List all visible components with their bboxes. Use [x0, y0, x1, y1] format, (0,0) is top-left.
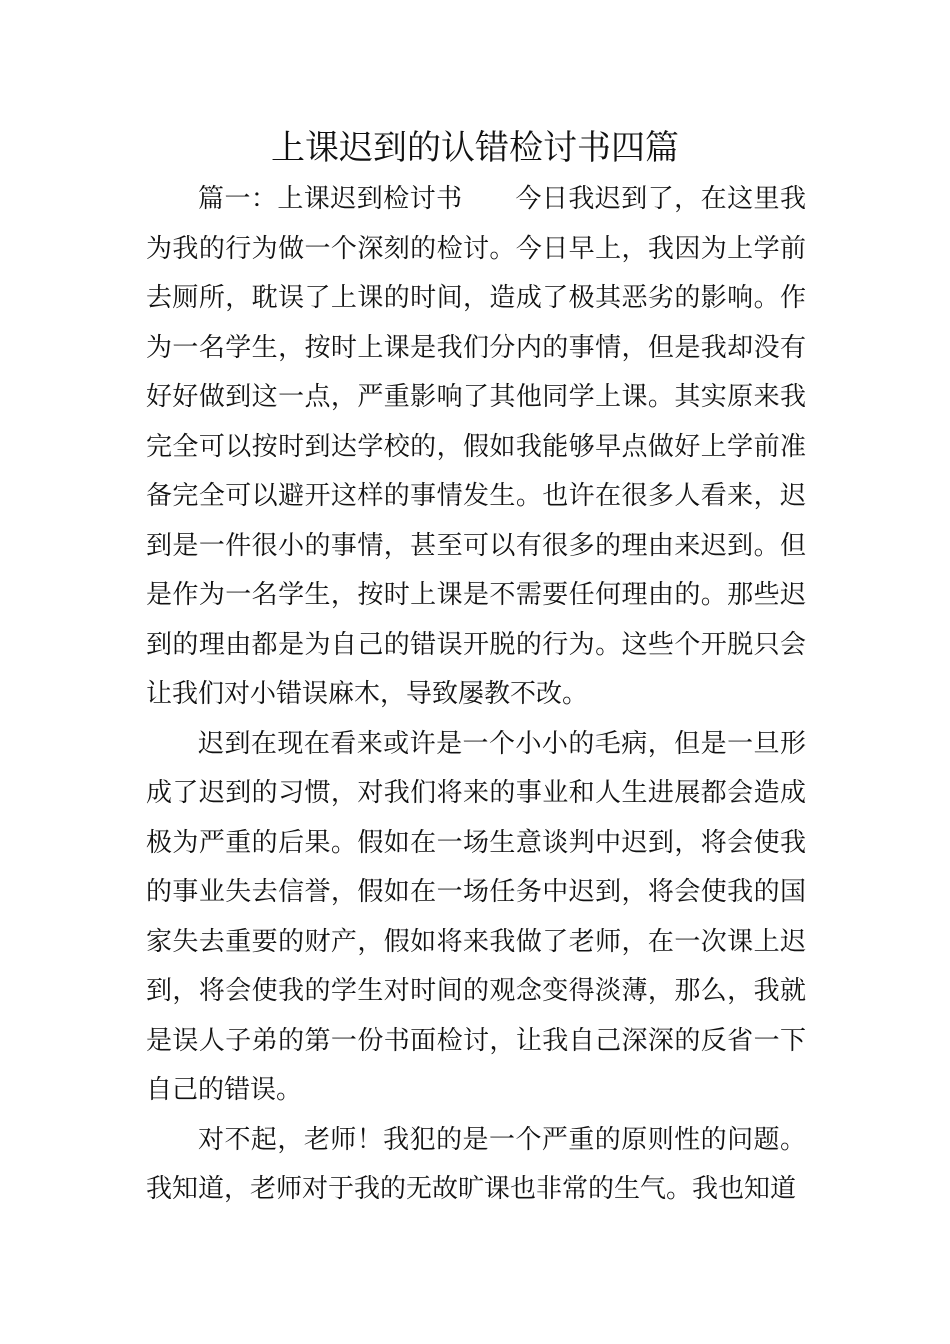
document-body — [146, 175, 806, 1215]
document-title: 上课迟到的认错检讨书四篇 — [271, 128, 679, 168]
paragraph-3: 对不起，老师！我犯的是一个严重的原则性的问题。我知道，老师对于我的无故旷课也非常的生气。我也知道 — [146, 1124, 806, 1204]
paragraph-2: 迟到在现在看来或许是一个小小的毛病，但是一旦形成了迟到的习惯，对我们将来的事业和人生进展都会造成极为严重的后果。假如在一场生意谈判中迟到，将会使我的事业失去信誉，假如在一场任务中迟到，将会使我的国家失去重要的财产，假如将来我做了老师，在一次课上迟到，将会使我的学生对时间的观念变得淡薄，那么，我就是误人子弟的第一份书面检讨，让我自己深深的反省一下自己的错误。 — [146, 728, 806, 1105]
paragraph-1: 篇一：上课迟到检讨书 今日我迟到了，在这里我为我的行为做一个深刻的检讨。今日早上，我因为上学前去厕所，耽误了上课的时间，造成了极其恶劣的影响。作为一名学生，按时上课是我们分内的事情，但是我却没有好好做到这一点，严重影响了其他同学上课。其实原来我完全可以按时到达学校的，假如我能够早点做好上学前准备完全可以避开这样的事情发生。也许在很多人看来，迟到是一件很小的事情，甚至可以有很多的理由来迟到。但是作为一名学生，按时上课是不需要任何理由的。那些迟到的理由都是为自己的错误开脱的行为。这些个开脱只会让我们对小错误麻木，导致屡教不改。 — [146, 184, 806, 709]
